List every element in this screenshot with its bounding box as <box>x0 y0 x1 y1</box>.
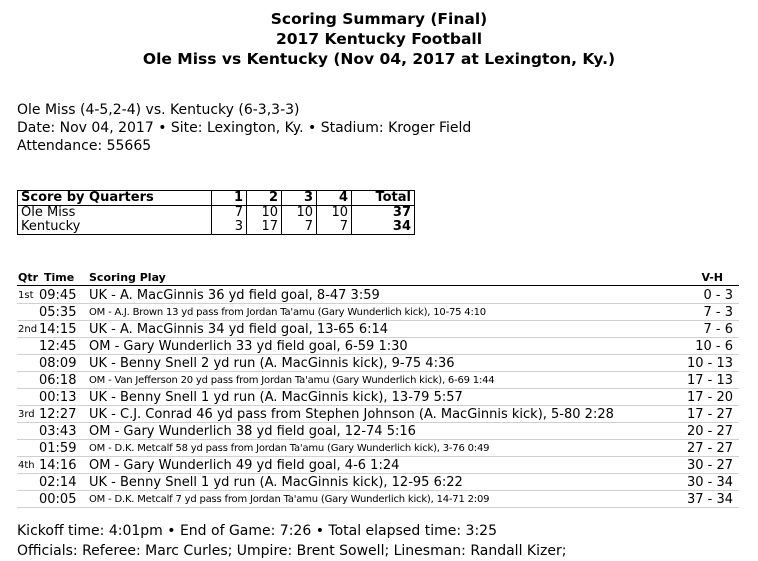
game-title: Ole Miss vs Kentucky (Nov 04, 2017 at Lexington, Ky.) <box>142 50 616 68</box>
play-time: 05:35 <box>39 305 77 320</box>
score-by-quarters-table <box>17 190 415 235</box>
play-description: UK - Benny Snell 1 yd run (A. MacGinnis kick), 12-95 6:22 <box>89 475 463 490</box>
quarter-score: 7 <box>317 220 352 235</box>
quarters-row-visitor <box>18 206 415 221</box>
quarters-header-total: Total <box>352 191 415 206</box>
play-description: UK - Benny Snell 2 yd run (A. MacGinnis kick), 9-75 4:36 <box>89 356 455 371</box>
date-site-line: Date: Nov 04, 2017 • Site: Lexington, Ky. • Stadium: Kroger Field <box>17 120 472 136</box>
play-quarter: 1st <box>18 290 34 301</box>
quarter-score: 10 <box>282 206 317 221</box>
play-description: UK - A. MacGinnis 34 yd field goal, 13-65 6:14 <box>89 322 389 337</box>
play-time: 06:18 <box>39 373 77 388</box>
header-vh: V-H <box>701 271 723 284</box>
quarters-header-row <box>18 191 415 206</box>
play-time: 08:09 <box>39 356 77 371</box>
play-quarter: 3rd <box>18 409 35 420</box>
play-score: 17 - 27 <box>686 407 733 422</box>
play-time: 14:16 <box>39 458 77 473</box>
scoring-play-row <box>17 423 739 440</box>
scoring-play-row <box>17 355 739 372</box>
play-time: 12:27 <box>39 407 77 422</box>
play-description: OM - A.J. Brown 13 yd pass from Jordan Ta'amu (Gary Wunderlich kick), 10-75 4:10 <box>89 307 486 318</box>
play-time: 00:05 <box>39 492 77 507</box>
team-name: Kentucky <box>18 220 212 235</box>
team-name: Ole Miss <box>18 206 212 221</box>
play-time: 12:45 <box>39 339 77 354</box>
quarters-header-q4: 4 <box>317 191 352 206</box>
attendance-line: Attendance: 55665 <box>17 138 152 154</box>
play-score: 30 - 34 <box>686 475 733 490</box>
quarters-header-q2: 2 <box>247 191 282 206</box>
play-score: 20 - 27 <box>686 424 733 439</box>
play-score: 17 - 13 <box>686 373 733 388</box>
play-score: 10 - 6 <box>695 339 733 354</box>
quarters-header-q1: 1 <box>212 191 247 206</box>
scoring-play-row <box>17 406 739 423</box>
header-scoring-play: Scoring Play <box>89 271 166 284</box>
scoring-play-row <box>17 491 739 508</box>
game-footer <box>17 521 566 561</box>
play-score: 17 - 20 <box>686 390 733 405</box>
total-score: 37 <box>352 206 415 221</box>
quarters-header-label: Score by Quarters <box>18 191 212 206</box>
play-description: OM - Van Jefferson 20 yd pass from Jordan Ta'amu (Gary Wunderlich kick), 6-69 1:44 <box>89 375 495 386</box>
header-time: Time <box>44 271 75 284</box>
play-score: 7 - 3 <box>703 305 733 320</box>
quarter-score: 17 <box>247 220 282 235</box>
play-score: 10 - 13 <box>686 356 733 371</box>
matchup-line: Ole Miss (4-5,2-4) vs. Kentucky (6-3,3-3) <box>17 102 300 118</box>
play-description: OM - Gary Wunderlich 49 yd field goal, 4-6 1:24 <box>89 458 400 473</box>
quarter-score: 10 <box>247 206 282 221</box>
scoring-play-row <box>17 440 739 457</box>
scoring-plays-header <box>17 271 739 286</box>
play-description: UK - Benny Snell 1 yd run (A. MacGinnis kick), 13-79 5:57 <box>89 390 463 405</box>
play-time: 00:13 <box>39 390 77 405</box>
scoring-play-row <box>17 372 739 389</box>
play-description: OM - Gary Wunderlich 38 yd field goal, 12-74 5:16 <box>89 424 416 439</box>
play-quarter: 4th <box>18 460 35 471</box>
scoring-play-row <box>17 389 739 406</box>
play-time: 03:43 <box>39 424 77 439</box>
report-header <box>0 9 758 69</box>
scoring-play-row <box>17 457 739 474</box>
play-description: UK - A. MacGinnis 36 yd field goal, 8-47 3:59 <box>89 288 380 303</box>
play-description: UK - C.J. Conrad 46 yd pass from Stephen Johnson (A. MacGinnis kick), 5-80 2:28 <box>89 407 614 422</box>
game-info <box>17 101 471 155</box>
officials-line: Officials: Referee: Marc Curles; Umpire: Brent Sowell; Linesman: Randall Kizer; <box>17 543 567 559</box>
quarter-score: 7 <box>212 206 247 221</box>
quarter-score: 10 <box>317 206 352 221</box>
header-qtr: Qtr <box>18 271 39 284</box>
quarters-header-q3: 3 <box>282 191 317 206</box>
play-time: 02:14 <box>39 475 77 490</box>
game-times: Kickoff time: 4:01pm • End of Game: 7:26 • Total elapsed time: 3:25 <box>17 523 497 539</box>
play-time: 09:45 <box>39 288 77 303</box>
report-title: Scoring Summary (Final) <box>270 10 488 28</box>
report-subtitle: 2017 Kentucky Football <box>275 30 483 48</box>
play-description: OM - D.K. Metcalf 7 yd pass from Jordan Ta'amu (Gary Wunderlich kick), 14-71 2:09 <box>89 494 490 505</box>
play-time: 14:15 <box>39 322 77 337</box>
scoring-play-row <box>17 304 739 321</box>
play-score: 37 - 34 <box>686 492 733 507</box>
scoring-play-row <box>17 321 739 338</box>
play-score: 27 - 27 <box>686 441 733 456</box>
play-score: 30 - 27 <box>686 458 733 473</box>
play-quarter: 2nd <box>18 324 38 335</box>
scoring-plays-list <box>17 287 739 508</box>
play-description: OM - D.K. Metcalf 58 yd pass from Jordan Ta'amu (Gary Wunderlich kick), 3-76 0:49 <box>89 443 490 454</box>
scoring-play-row <box>17 474 739 491</box>
play-score: 7 - 6 <box>703 322 733 337</box>
total-score: 34 <box>352 220 415 235</box>
scoring-play-row <box>17 287 739 304</box>
quarter-score: 3 <box>212 220 247 235</box>
quarters-row-home <box>18 220 415 235</box>
scoring-play-row <box>17 338 739 355</box>
quarter-score: 7 <box>282 220 317 235</box>
play-time: 01:59 <box>39 441 77 456</box>
play-description: OM - Gary Wunderlich 33 yd field goal, 6-59 1:30 <box>89 339 408 354</box>
play-score: 0 - 3 <box>703 288 733 303</box>
